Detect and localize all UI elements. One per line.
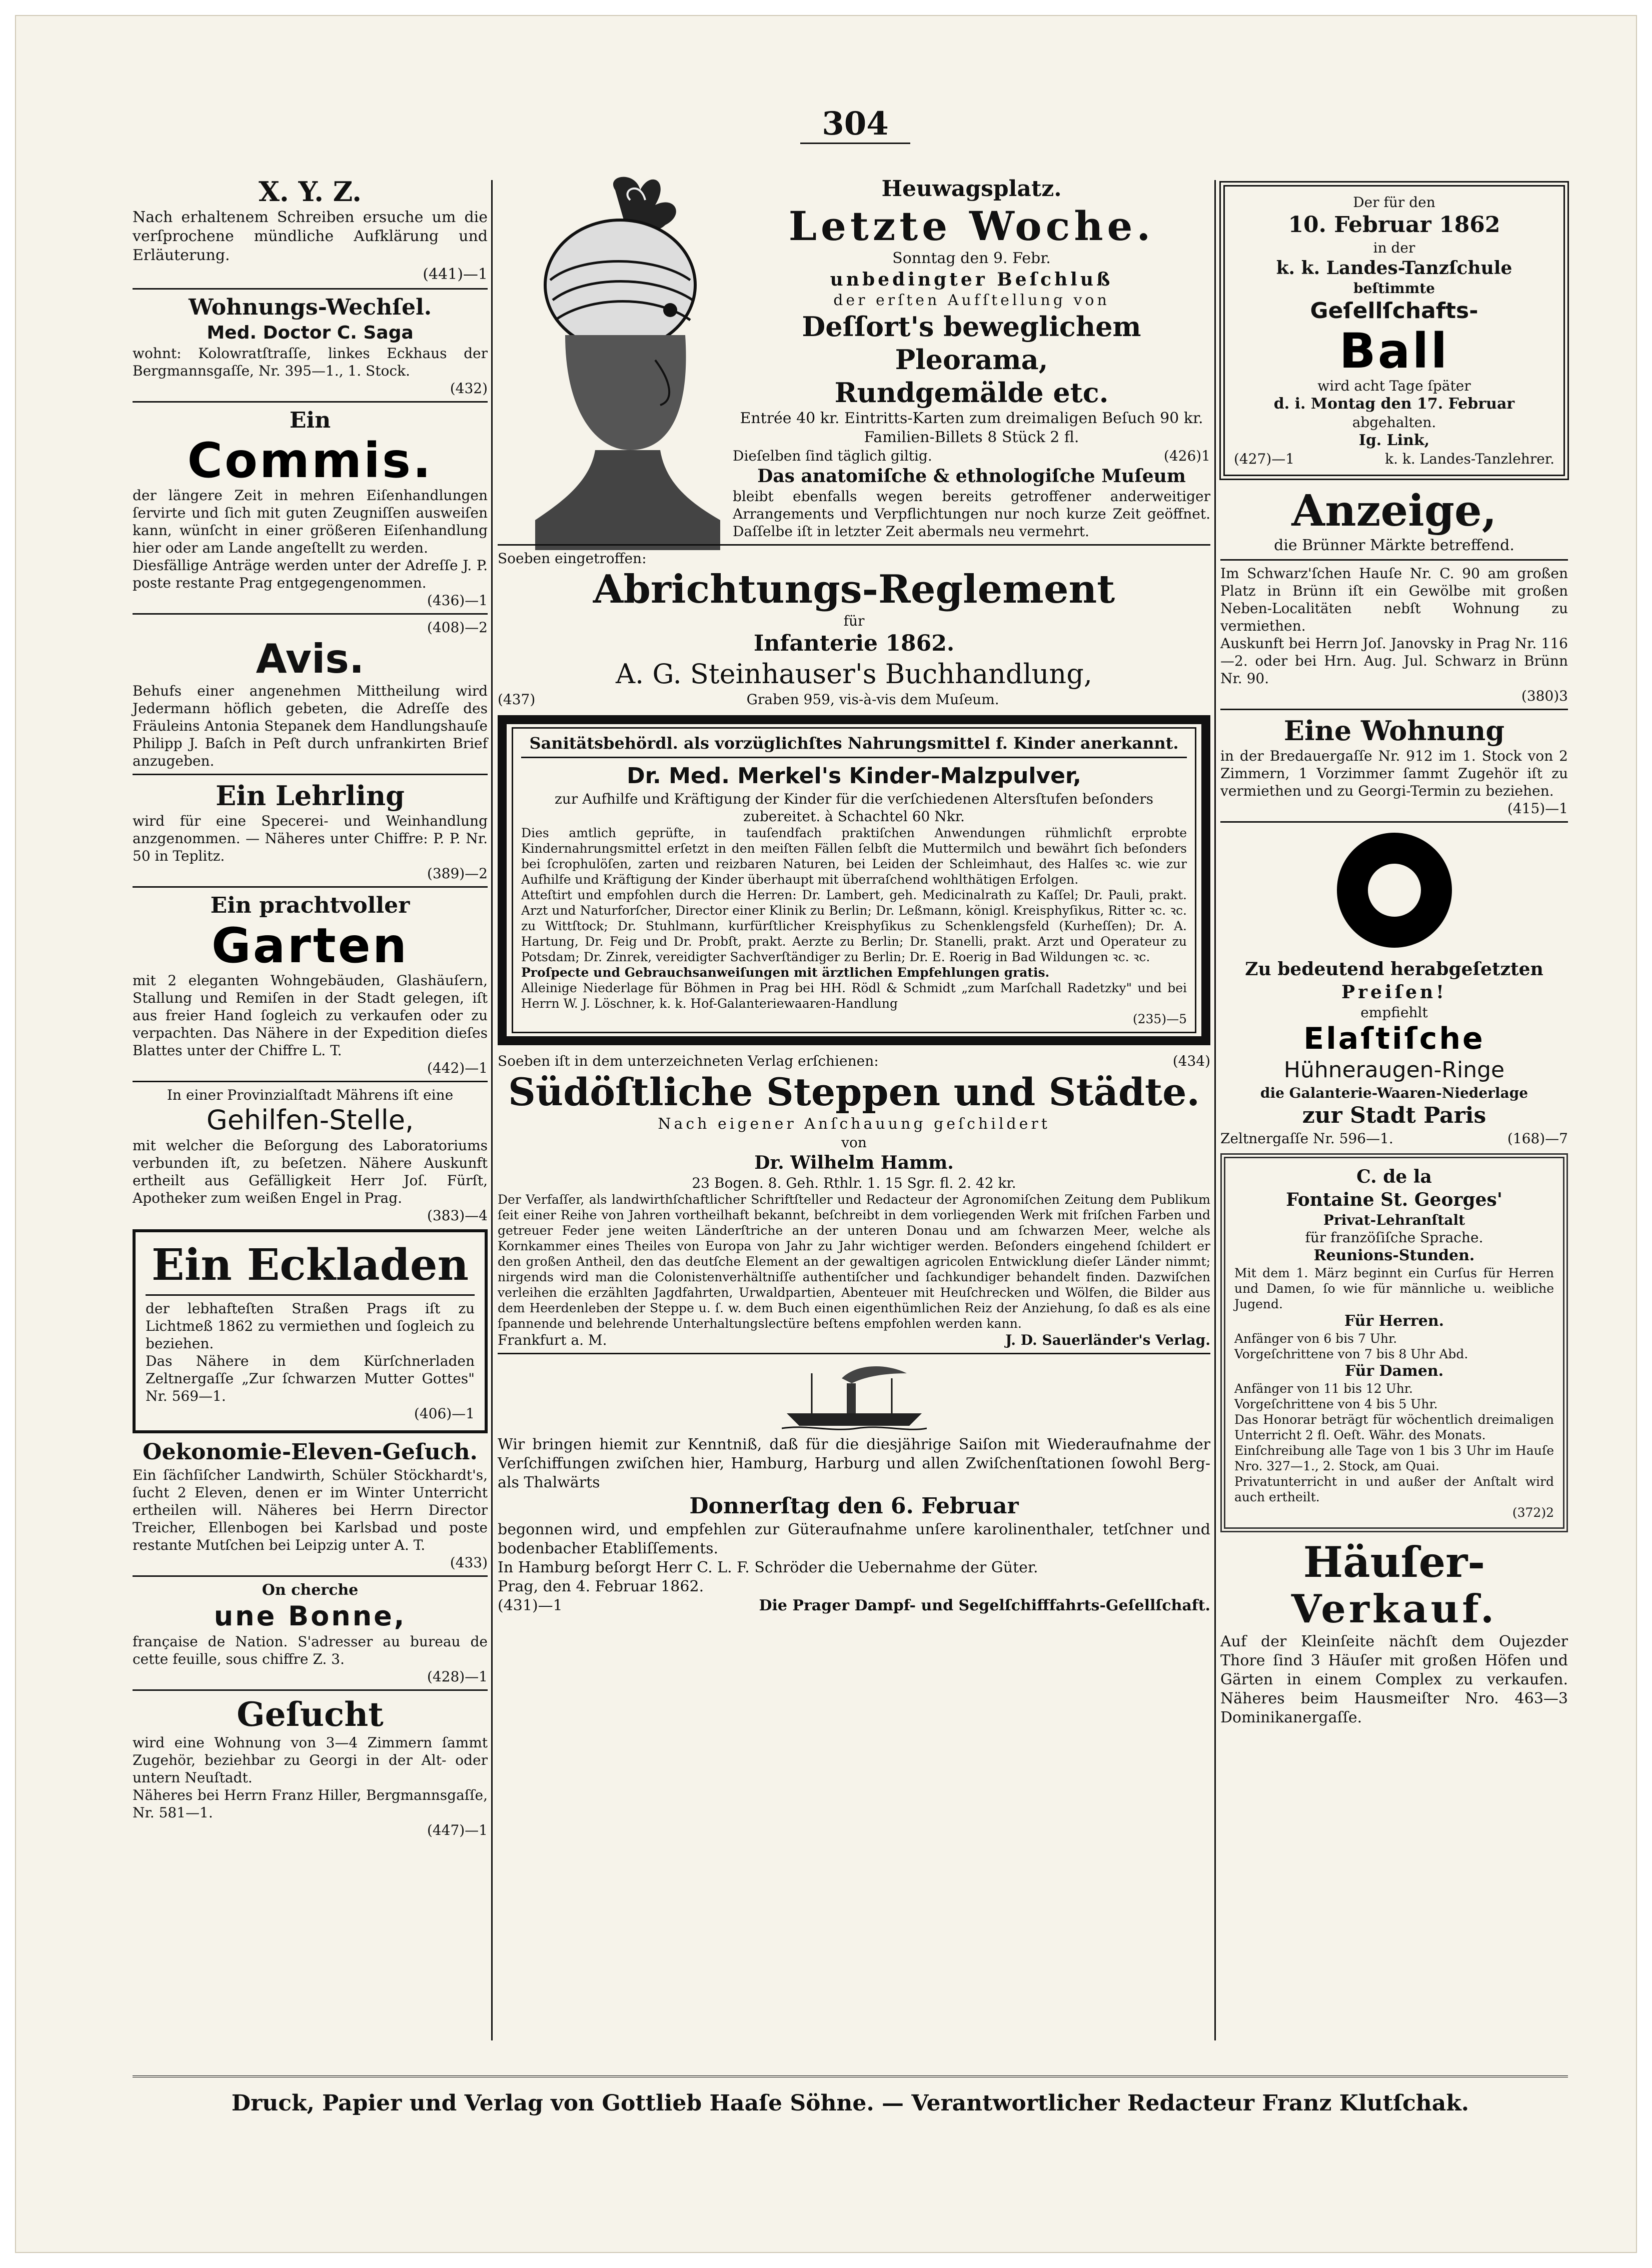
ad-ringe — [1220, 833, 1568, 1147]
divider — [133, 288, 488, 290]
ad-commis-body: der längere Zeit in mehren Eiſenhandlungen ſervirte und ſich mit guten Zeugniſſen ausweiſen kann, wünſcht in einer größeren Eiſenhandlung hier oder am Lande angeſtellt zu werden. — [133, 487, 488, 556]
ad-wohnungswechsel — [133, 294, 488, 397]
ad-reglement — [498, 550, 1210, 708]
ad-museum-body: bleibt ebenfalls wegen bereits getroffener anderweitiger Arrangements und Verpflichtungen nur noch kurze Zeit geöffnet. Daſſelbe iſt in letzter Zeit abermals neu vermehrt. — [733, 488, 1210, 540]
ad-malzpulver-inner — [512, 727, 1196, 1033]
ad-ball-line1: Der für den — [1353, 194, 1435, 211]
ad-reglement-publisher: A. G. Steinhauser's Buchhandlung, — [616, 658, 1092, 690]
ad-malzpulver-banner: Sanitätsbehördl. als vorzüglichſtes Nahrungsmittel f. Kinder anerkannt. — [529, 734, 1179, 753]
ad-malzpulver-title: Dr. Med. Merkel's Kinder-Malzpulver, — [627, 763, 1081, 789]
ad-eckladen-body: der lebhafteſten Straßen Prags iſt zu Lichtmeß 1862 zu vermiethen und ſogleich zu beziehen. — [146, 1300, 475, 1352]
ad-steppen — [498, 1052, 1210, 1349]
ad-ball-signer: Ig. Link, — [1358, 432, 1430, 449]
ad-fontaine-body4: Privatunterricht in und außer der Anſtalt wird auch ertheilt. — [1234, 1474, 1554, 1504]
ad-dampf-company-row — [498, 1596, 1210, 1615]
ad-pleorama-name2: Rundgemälde etc. — [834, 377, 1109, 409]
ad-wohnung-ref: (415)—1 — [1507, 800, 1568, 817]
ad-gehilfen — [133, 1086, 488, 1224]
ad-haeuser-title: Häuſer- — [1303, 1537, 1485, 1587]
ad-pleorama-title: Letzte Woche. — [788, 203, 1155, 250]
ad-fontaine-name2: Fontaine St. Georges' — [1286, 1189, 1502, 1210]
ad-steppen-price: 23 Bogen. 8. Geh. Rthlr. 1. 15 Sgr. fl. 2. 42 kr. — [692, 1175, 1016, 1191]
ad-xyz-ref: (441)—1 — [423, 266, 488, 283]
ad-gehilfen-ref: (383)—4 — [427, 1207, 488, 1224]
ad-anzeige-body: Im Schwarz'ſchen Hauſe Nr. C. 90 am großen Platz in Brünn iſt ein Gewölbe mit großen Neben-Localitäten nebſt Wohnung zu vermiethen. — [1220, 565, 1568, 634]
ad-garten-title-small: Ein prachtvoller — [210, 893, 410, 918]
ad-eckladen-title: Ein Eckladen — [152, 1240, 469, 1290]
ad-pleorama-line1: unbedingter Beſchluß — [830, 269, 1113, 290]
ad-bonne-title: une Bonne, — [214, 1600, 407, 1632]
ad-eckladen-body2: Das Nähere in dem Kürſchnerladen Zeltnergaſſe „Zur ſchwarzen Mutter Gottes" Nr. 569—1. — [146, 1353, 475, 1404]
ad-reglement-fuer: für — [843, 613, 865, 629]
ad-avis — [133, 619, 488, 770]
ad-fontaine-body3: Einſchreibung alle Tage von 1 bis 3 Uhr im Hauſe Nro. 327—1., 2. Stock, am Quai. — [1234, 1443, 1554, 1473]
ad-ball-line2: in der — [1373, 240, 1415, 256]
ad-fontaine-d2: Vorgeſchrittene von 4 bis 5 Uhr. — [1234, 1397, 1438, 1411]
ad-gesucht-body2: Näheres bei Herrn Franz Hiller, Bergmannsgaſſe, Nr. 581—1. — [133, 1787, 488, 1821]
ad-ball-footer-row — [1234, 450, 1554, 468]
ad-steppen-author: Dr. Wilhelm Hamm. — [754, 1152, 954, 1173]
ad-ringe-address: Zeltnergaſſe Nr. 596—1. — [1220, 1130, 1393, 1147]
ad-wohnungswechsel-title: Wohnungs-Wechſel. — [188, 295, 432, 320]
ad-malzpulver-body4: Alleinige Niederlage für Böhmen in Prag bei HH. Rödl & Schmidt „zum Marſchall Radetzky" und bei Herrn W. J. Löschner, k. k. Hof-Galanteriewaaren-Handlung — [521, 981, 1187, 1011]
ad-dampf-body2: begonnen wird, und empfehlen zur Güteraufnahme unſere karolinenthaler, tetſchner und bodenbacher Etabliſſements. — [498, 1521, 1210, 1557]
ad-ball-ref: (427)—1 — [1234, 451, 1295, 467]
page-number-rule — [800, 143, 910, 144]
ad-steppen-city: Frankfurt a. M. — [498, 1332, 607, 1348]
divider — [498, 1353, 1210, 1354]
ad-ball-line4: wird acht Tage ſpäter — [1317, 378, 1471, 394]
ad-anzeige-sub: die Brünner Märkte betreffend. — [1274, 537, 1514, 554]
ad-fontaine-body2: Das Honorar beträgt für wöchentlich dreimaligen Unterricht 2 fl. Oeſt. Währ. des Monats. — [1234, 1412, 1554, 1442]
ad-oekonomie-title: Oekonomie-Eleven-Geſuch. — [143, 1439, 478, 1465]
column-divider-left — [491, 180, 493, 2040]
ad-oekonomie — [133, 1438, 488, 1571]
ad-ringe-ref: (168)—7 — [1507, 1130, 1568, 1147]
ad-reglement-intro: Soeben eingetroffen: — [498, 550, 647, 567]
ad-haeuser — [1220, 1538, 1568, 1727]
ad-gehilfen-intro: In einer Provinzialſtadt Mährens iſt eine — [167, 1087, 454, 1103]
ad-wohnung-title: Eine Wohnung — [1283, 715, 1505, 747]
ad-ball-school: k. k. Landes-Tanzſchule — [1276, 258, 1512, 279]
right-column — [1220, 175, 1568, 1727]
ad-oekonomie-body: Ein ſächſiſcher Landwirth, Schüler Stöckhardt's, ſucht 2 Eleven, denen er im Winter Unterricht ertheilen will. Näheres bei Herrn Director Treicher, Ellenbogen bei Karlsbad und poste restante Mutſchen bei Leipzig unter A. T. — [133, 1467, 488, 1553]
ad-dampf-body3: In Hamburg beſorgt Herr C. L. F. Schröder die Uebernahme der Güter. — [498, 1559, 1038, 1576]
ad-fontaine-body: Mit dem 1. März beginnt ein Curſus für Herren und Damen, ſo wie für männliche u. weibliche Jugend. — [1234, 1266, 1554, 1311]
ad-fontaine-herren: Für Herren. — [1344, 1312, 1444, 1330]
ad-reglement-ref: (437) — [498, 691, 536, 708]
divider — [146, 1294, 475, 1296]
ad-pleorama-name: Deſſort's beweglichem Pleorama, — [802, 311, 1141, 376]
ad-garten-ref: (442)—1 — [427, 1060, 488, 1076]
ad-reglement-sub: Infanterie 1862. — [753, 631, 955, 656]
ad-dampf-ref: (431)—1 — [498, 1597, 563, 1614]
ad-ball-role: k. k. Landes-Tanzlehrer. — [1385, 451, 1554, 467]
ad-wohnung-body: in der Bredauergaſſe Nr. 912 im 1. Stock von 2 Zimmern, 1 Vorzimmer ſammt Zugehör iſt zu vermiethen und zu Georgi-Termin zu beziehen. — [1220, 748, 1568, 799]
ad-lehrling-ref: (389)—2 — [427, 865, 488, 882]
steamship-illustration — [782, 1358, 927, 1433]
ad-xyz — [133, 175, 488, 284]
ad-fontaine — [1220, 1153, 1568, 1532]
ad-malzpulver-body3: Proſpecte und Gebrauchsanweiſungen mit ärztlichen Empfehlungen gratis. — [521, 965, 1050, 980]
ad-malzpulver-body2: Atteſtirt und empfohlen durch die Herren: Dr. Lambert, geh. Medicinalrath zu Kaſſel; Dr. Pauli, prakt. Arzt und Naturforſcher, Director einer Klinik zu Berlin; Dr. Leßmann, königl. Kreisphyſikus, Ritter ꝛc. ꝛc. zu Wittſtock; Dr. Stuhlmann, kurfürſtlicher Kreisphyſikus zu Schenklengsfeld (Kurheſſen); Dr. A. Hartung, Dr. Feig und Dr. Probſt, prakt. Aerzte zu Berlin; Dr. Stanelli, prakt. Arzt und Operateur zu Potsdam; Dr. Zinrek, vereidigter Sachverſtändiger zu Berlin; Dr. E. Roerig in Bad Wildungen ꝛc. ꝛc. — [521, 888, 1187, 964]
ad-commis — [133, 407, 488, 609]
divider — [498, 544, 1210, 546]
ad-avis-body: Behufs einer angenehmen Mittheilung wird Jedermann höflich gebeten, die Adreſſe des Fräuleins Antonia Stepanek dem Handlungshauſe Philipp J. Baſch in Peſt durch unfrankirten Brief anzugeben. — [133, 683, 488, 769]
ad-ball-line5: d. i. Montag den 17. Februar — [1273, 395, 1515, 413]
ad-gesucht-ref: (447)—1 — [427, 1822, 488, 1838]
divider — [521, 757, 1187, 758]
ad-fontaine-h2: Vorgeſchrittene von 7 bis 8 Uhr Abd. — [1234, 1347, 1468, 1361]
ad-garten-title: Garten — [211, 918, 409, 974]
ad-ball-date: 10. Februar 1862 — [1288, 212, 1500, 238]
ad-ringe-title: Elaſtiſche — [1303, 1021, 1485, 1056]
ad-garten-body: mit 2 eleganten Wohngebäuden, Glashäuſern, Stallung und Remiſen in der Stadt gelegen, iſt aus freier Hand ſogleich zu verkaufen oder zu verpachten. Das Nähere in der Expedition dieſes Blattes unter der Chiffre L. T. — [133, 972, 488, 1059]
ad-haeuser-body: Auf der Kleinſeite nächſt dem Oujezder Thore ſind 3 Häuſer mit großen Höfen und Gärten in einem Complex zu verkaufen. Näheres beim Hausmeiſter Nro. 463—3 Dominikanergaſſe. — [1220, 1633, 1568, 1726]
ad-oekonomie-ref: (433) — [450, 1554, 488, 1571]
ad-anzeige — [1220, 486, 1568, 705]
ad-steppen-intro: Soeben iſt in dem unterzeichneten Verlag erſchienen: — [498, 1053, 879, 1069]
ad-fontaine-line2: für franzöſiſche Sprache. — [1305, 1229, 1483, 1246]
ad-gesucht — [133, 1695, 488, 1839]
ad-steppen-publisher: J. D. Sauerländer's Verlag. — [1005, 1332, 1210, 1348]
ad-ringe-title3: zur Stadt Paris — [1302, 1103, 1486, 1128]
ad-eckladen — [133, 1229, 488, 1433]
ad-fontaine-damen: Für Damen. — [1344, 1362, 1444, 1380]
ad-ball — [1223, 185, 1565, 476]
ad-pleorama-daily: Dieſelben ſind täglich giltig. — [733, 448, 932, 464]
ad-pleorama-date: Sonntag den 9. Febr. — [892, 250, 1051, 267]
ad-steppen-intro-row — [498, 1052, 1210, 1070]
ad-ball-title: Geſellſchafts- — [1310, 298, 1478, 324]
ad-wohnung — [1220, 714, 1568, 817]
ad-lehrling — [133, 779, 488, 882]
ad-anzeige-body2: Auskunft bei Herrn Joſ. Janovsky in Prag Nr. 116—2. oder bei Hrn. Aug. Jul. Schwarz in Brünn Nr. 90. — [1220, 635, 1568, 687]
divider — [133, 401, 488, 403]
ad-bonne-line1: On cherche — [262, 1581, 359, 1599]
ad-dampfschifffahrt — [498, 1358, 1210, 1615]
ad-xyz-body: Nach erhaltenem Schreiben ersuche um die verſprochene mündliche Aufklärung und Erläuterung. — [133, 209, 488, 264]
ad-eckladen-ref: (406)—1 — [414, 1405, 475, 1422]
ad-steppen-title: Südöſtliche Steppen und Städte. — [508, 1070, 1200, 1114]
ring-illustration — [1337, 833, 1452, 948]
ad-reglement-address: Graben 959, vis-à-vis dem Muſeum. — [746, 691, 999, 708]
ad-commis-title-small: Ein — [289, 408, 331, 433]
ad-avis-title: Avis. — [256, 636, 365, 682]
ad-pleorama-ref: (426)1 — [1163, 448, 1210, 464]
ad-pleorama-place: Heuwagsplatz. — [881, 176, 1062, 202]
footer-rule — [133, 2075, 1568, 2077]
divider — [133, 613, 488, 615]
ad-gehilfen-body: mit welcher die Beſorgung des Laboratoriums verbunden iſt, zu beſetzen. Nähere Auskunft ertheilt aus Gefälligkeit Herr Joſ. Fürſt, Apotheker zum weißen Engel in Prag. — [133, 1137, 488, 1206]
ad-steppen-body: Der Verfaſſer, als landwirthſchaftlicher Schriftſteller und Redacteur der Agronomiſchen Zeitung dem Publikum ſeit einer Reihe von Jahren vortheilhaft bekannt, beſchreibt in dem vorliegenden Werk mit friſchen Farben und getreuer Feder jene weiten Länderſtriche an der unteren Donau und am ſchwarzen Meer, welche als Kornkammer eines Theiles von Europa von Jahr zu Jahr wichtiger werden. Beſonders eingehend ſchildert er den großen Antheil, den das deutſche Element an der gewaltigen agricolen Entwicklung dieſer Länder nimmt; nirgends wird man die Colonistenverhältniſſe authentiſcher und ſachkundiger behandelt finden. Dazwiſchen verleihen die erzählten Jagdfahrten, Urwaldpartien, Abenteuer mit Heuſchrecken und Wölfen, die Bilder aus dem Heerdenleben der Steppe u. ſ. w. dem Buch einen eigenthümlichen Reiz der Anziehung, ſo daß es als eine ſpannende und belehrende Unterhaltungslectüre beſtens empfohlen werden kann. — [498, 1192, 1210, 1331]
column-divider-right — [1214, 180, 1216, 2040]
ad-malzpulver-sub: zur Aufhilfe und Kräftigung der Kinder für die verſchiedenen Altersſtufen beſonders zubereitet. à Schachtel 60 Nkr. — [555, 791, 1153, 825]
ad-bonne — [133, 1581, 488, 1685]
ad-dampf-date: Donnerſtag den 6. Februar — [689, 1493, 1019, 1519]
ad-steppen-ref: (434) — [1172, 1053, 1210, 1069]
ad-ringe-footer-row — [1220, 1130, 1568, 1147]
divider — [1220, 821, 1568, 823]
middle-column — [498, 175, 1210, 1615]
ad-wohnungswechsel-ref: (432) — [450, 380, 488, 397]
ad-dampf-date2: Prag, den 4. Februar 1862. — [498, 1578, 704, 1595]
ad-malzpulver — [498, 715, 1210, 1045]
ad-wohnungswechsel-name: Med. Doctor C. Saga — [207, 323, 414, 343]
ad-pleorama — [733, 175, 1210, 540]
ad-fontaine-d1: Anfänger von 11 bis 12 Uhr. — [1234, 1381, 1413, 1396]
divider — [1220, 709, 1568, 710]
ad-ball-title2: Ball — [1339, 323, 1449, 379]
ad-fontaine-line3: Reunions-Stunden. — [1313, 1247, 1475, 1264]
divider — [133, 1689, 488, 1691]
ad-ringe-line3: empfiehlt — [1360, 1004, 1428, 1021]
ad-museum-title: Das anatomiſche & ethnologiſche Muſeum — [757, 466, 1186, 487]
ad-pleorama-price: Entrée 40 kr. Eintritts-Karten zum dreimaligen Beſuch 90 kr. Familien-Billets 8 Stück 2 fl. — [740, 410, 1203, 446]
imprint-footer: Druck, Papier und Verlag von Gottlieb Haaſe Söhne. — Verantwortlicher Redacteur Franz Klutſchak. — [231, 2090, 1469, 2116]
ad-commis-ref: (436)—1 — [427, 592, 488, 609]
ad-pleorama-daily-row — [733, 447, 1210, 465]
divider — [133, 1081, 488, 1082]
ad-fontaine-name: C. de la — [1356, 1166, 1432, 1187]
ad-gesucht-body: wird eine Wohnung von 3—4 Zimmern ſammt Zugehör, beziehbar zu Georgi in der Alt- oder untern Neuſtadt. — [133, 1734, 488, 1786]
ad-xyz-title: X. Y. Z. — [259, 176, 362, 208]
ad-ringe-line2: Preiſen! — [1341, 982, 1447, 1003]
ad-dampf-body: Wir bringen hiemit zur Kenntniß, daß für die diesjährige Saiſon mit Wiederaufnahme der Verſchiffungen zwiſchen hier, Hamburg, Harburg und allen Zwiſchenſtationen ſowohl Berg- als Thalwärts — [498, 1436, 1210, 1491]
ad-bonne-body: française de Nation. S'adresser au bureau de cette feuille, sous chiffre Z. 3. — [133, 1633, 488, 1667]
ad-ringe-title2: Hühneraugen-Ringe — [1283, 1057, 1505, 1083]
ad-reglement-address-row — [498, 691, 1210, 708]
ad-fontaine-ref: (372)2 — [1512, 1505, 1554, 1520]
ad-dampf-company: Die Prager Dampf- und Segelſchifffahrts-Geſellſchaft. — [759, 1597, 1210, 1614]
ad-anzeige-ref: (380)3 — [1521, 688, 1568, 704]
ad-gesucht-title: Geſucht — [237, 1695, 384, 1734]
divider — [133, 886, 488, 888]
divider — [133, 1575, 488, 1577]
ad-fontaine-line1: Privat-Lehranſtalt — [1323, 1212, 1465, 1228]
ad-reglement-title: Abrichtungs-Reglement — [593, 567, 1115, 612]
ad-ringe-line4: die Galanterie-Waaren-Niederlage — [1260, 1085, 1528, 1101]
ad-commis-body2: Diesfällige Anträge werden unter der Adreſſe J. P. poste restante Prag entgegengenommen. — [133, 557, 488, 591]
ad-ball-line6: abgehalten. — [1352, 414, 1436, 431]
ad-steppen-von: von — [841, 1134, 867, 1151]
ad-commis-title: Commis. — [187, 433, 433, 489]
ad-garten — [133, 892, 488, 1077]
ad-fontaine-h1: Anfänger von 6 bis 7 Uhr. — [1234, 1331, 1397, 1346]
ad-malzpulver-body: Dies amtlich geprüfte, in tauſendfach praktiſchen Anwendungen rühmlichſt erprobte Kindernahrungsmittel erſetzt in den meiſten Fällen ſelbſt die Muttermilch und bewährt ſich beſonders bei ſcrophulöſen, zarten und reizbaren Naturen, bei Leiden der Schleimhaut, des Halſes ꝛc. wie zur Aufhilfe und Kräftigung der Kinder überhaupt mit überraſchend wohlthätigen Erfolgen. — [521, 826, 1187, 887]
divider — [133, 774, 488, 775]
ad-bonne-ref: (428)—1 — [427, 1668, 488, 1685]
ad-ringe-line1: Zu bedeutend herabgeſetzten — [1245, 959, 1543, 980]
ad-pleorama-line2: der erſten Aufſtellung von — [833, 292, 1110, 309]
ad-lehrling-body: wird für eine Specerei- und Weinhandlung anzgenommen. — Näheres unter Chiffre: P. P. Nr. 50 in Teplitz. — [133, 813, 488, 864]
ad-ball-line3: beſtimmte — [1353, 280, 1435, 297]
ad-lehrling-title: Ein Lehrling — [216, 780, 405, 812]
divider — [1220, 559, 1568, 561]
ad-malzpulver-ref: (235)—5 — [1132, 1012, 1187, 1026]
left-column — [133, 175, 488, 1839]
ad-gehilfen-title: Gehilfen-Stelle, — [206, 1104, 414, 1136]
ad-wohnungswechsel-body: wohnt: Kolowratſtraſſe, linkes Eckhaus der Bergmannsgaſſe, Nr. 395—1., 1. Stock. — [133, 345, 488, 379]
ad-steppen-sub: Nach eigener Anſchauung geſchildert — [658, 1115, 1050, 1133]
ad-anzeige-title: Anzeige, — [1291, 486, 1497, 536]
ad-haeuser-title2: Verkauf. — [1291, 1586, 1497, 1632]
ad-avis-ref: (408)—2 — [427, 619, 488, 636]
page-number: 304 — [822, 105, 889, 143]
ad-steppen-footer-row — [498, 1331, 1210, 1349]
